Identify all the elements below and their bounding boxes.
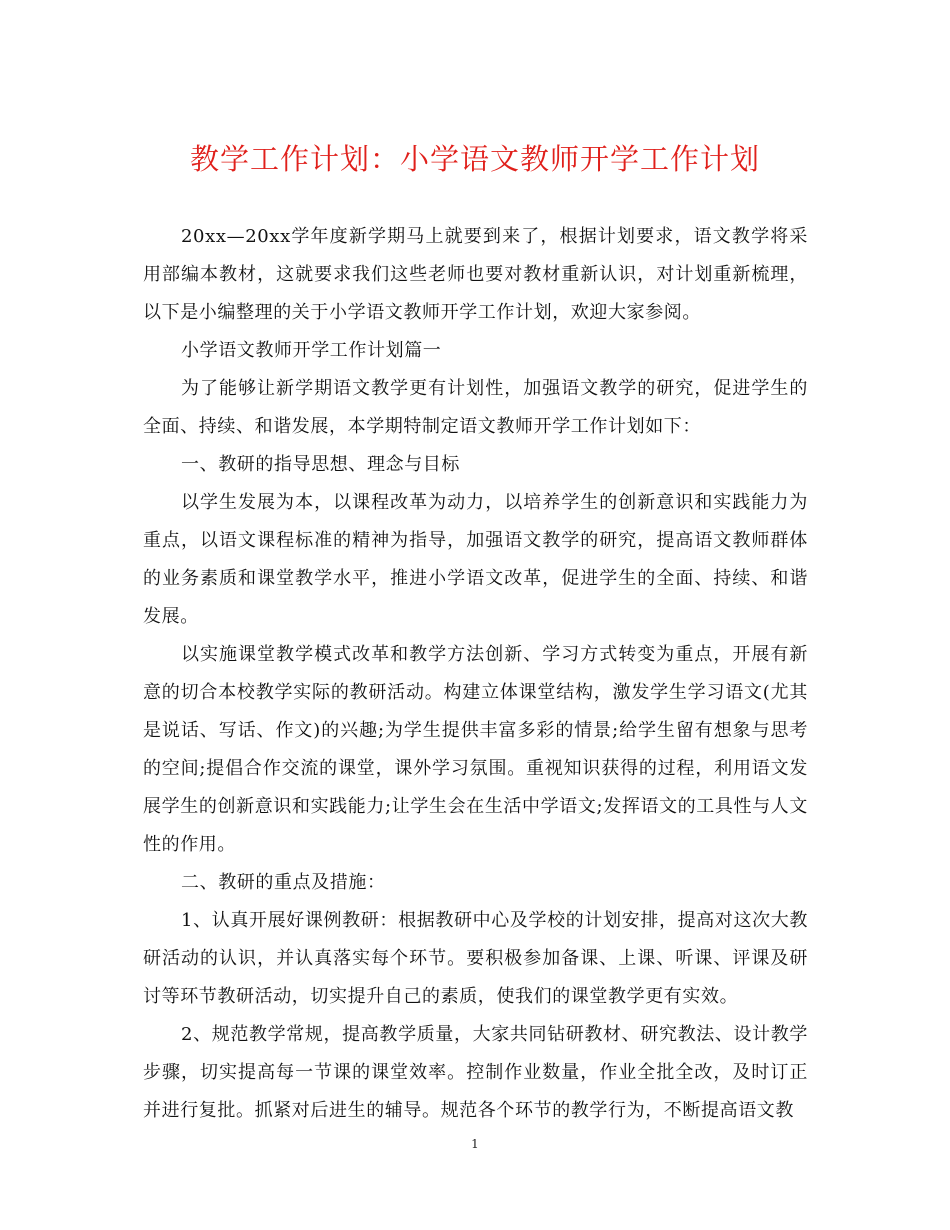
intro-paragraph: 20xx—20xx学年度新学期马上就要到来了，根据计划要求，语文教学将采用部编本教材，这就要求我们这些老师也要对教材重新认识，对计划重新梳理，以下是小编整理的关于小学语文教师开学工作计划，欢迎大家参阅。 xyxy=(143,226,808,323)
page-number: 1 xyxy=(471,1137,479,1151)
document-body xyxy=(143,218,808,1130)
body-paragraph: 2、规范教学常规，提高教学质量，大家共同钻研教材、研究教法、设计教学步骤，切实提高每一节课的课堂效率。控制作业数量，作业全批全改，及时订正并进行复批。抓紧对后进生的辅导。规范各个环节的教学行为，不断提高语文教 xyxy=(143,1024,808,1121)
body-paragraph: 为了能够让新学期语文教学更有计划性，加强语文教学的研究，促进学生的全面、持续、和谐发展，本学期特制定语文教师开学工作计划如下： xyxy=(143,378,808,437)
subsection-heading: 二、教研的重点及措施： xyxy=(181,872,386,893)
body-paragraph: 以学生发展为本，以课程改革为动力，以培养学生的创新意识和实践能力为重点，以语文课程标准的精神为指导，加强语文教学的研究，提高语文教师群体的业务素质和课堂教学水平，推进小学语文改革，促进学生的全面、持续、和谐发展。 xyxy=(143,492,808,627)
section-heading: 小学语文教师开学工作计划篇一 xyxy=(181,340,442,361)
document-title: 教学工作计划：小学语文教师开学工作计划 xyxy=(189,142,760,176)
body-paragraph: 1、认真开展好课例教研：根据教研中心及学校的计划安排，提高对这次大教研活动的认识，并认真落实每个环节。要积极参加备课、上课、听课、评课及研讨等环节教研活动，切实提升自己的素质，使我们的课堂教学更有实效。 xyxy=(143,910,808,1007)
subsection-heading: 一、教研的指导思想、理念与目标 xyxy=(181,454,460,475)
body-paragraph: 以实施课堂教学模式改革和教学方法创新、学习方式转变为重点，开展有新意的切合本校教学实际的教研活动。构建立体课堂结构，激发学生学习语文(尤其是说话、写话、作文)的兴趣;为学生提供丰富多彩的情景;给学生留有想象与思考的空间;提倡合作交流的课堂，课外学习氛围。重视知识获得的过程，利用语文发展学生的创新意识和实践能力;让学生会在生活中学语文;发挥语文的工具性与人文性的作用。 xyxy=(143,644,808,855)
